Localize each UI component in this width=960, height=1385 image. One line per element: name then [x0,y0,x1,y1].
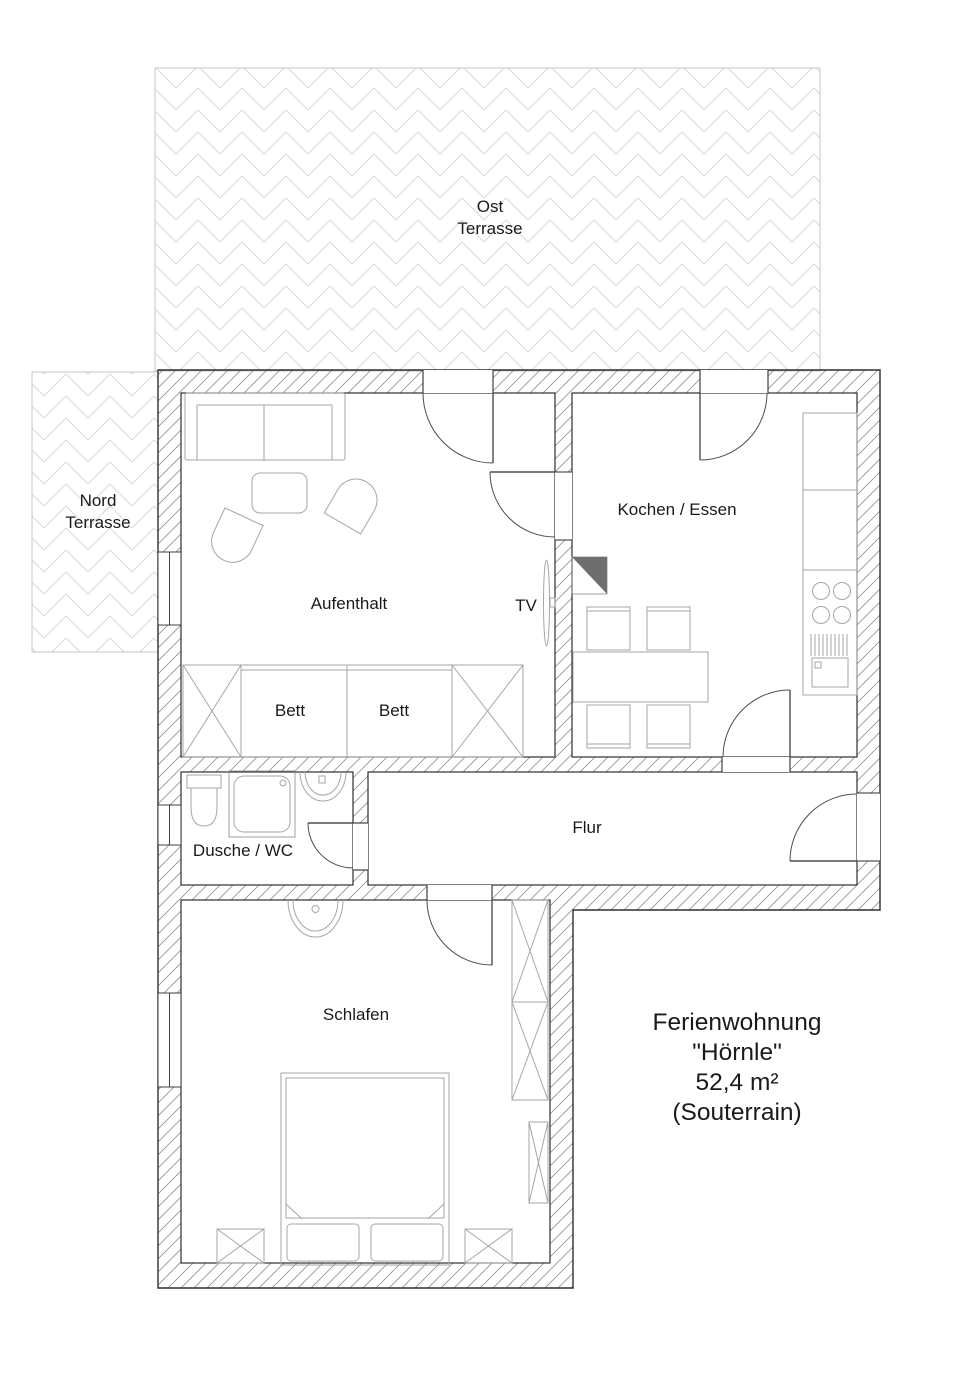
room-aufenthalt [181,393,555,757]
window-schlafen [158,993,181,1087]
caption-line-4: (Souterrain) [672,1099,802,1126]
nord-terrasse-label: Nord Terrasse [65,491,131,532]
bett2-label: Bett [378,701,410,720]
caption-line-1: Ferienwohnung [652,1009,822,1036]
dusche-label: Dusche / WC [192,841,294,860]
room-dusche-wc [181,772,353,885]
ost-terrasse-label: Ost Terrasse [457,197,523,238]
schlafen-label: Schlafen [322,1005,390,1024]
rooms [181,393,857,1263]
room-flur [368,772,857,885]
caption-line-3: 52,4 m² [695,1069,779,1096]
window-aufenthalt [158,552,181,625]
room-schlafen [181,900,550,1263]
flur-label: Flur [572,818,602,837]
kochen-label: Kochen / Essen [617,500,737,519]
plan-caption [653,1008,822,1128]
tv-label: TV [515,596,537,615]
aufenthalt-label: Aufenthalt [310,594,388,613]
window-dusche [158,805,181,845]
bett1-label: Bett [274,701,306,720]
caption-line-2: "Hörnle" [692,1039,782,1066]
